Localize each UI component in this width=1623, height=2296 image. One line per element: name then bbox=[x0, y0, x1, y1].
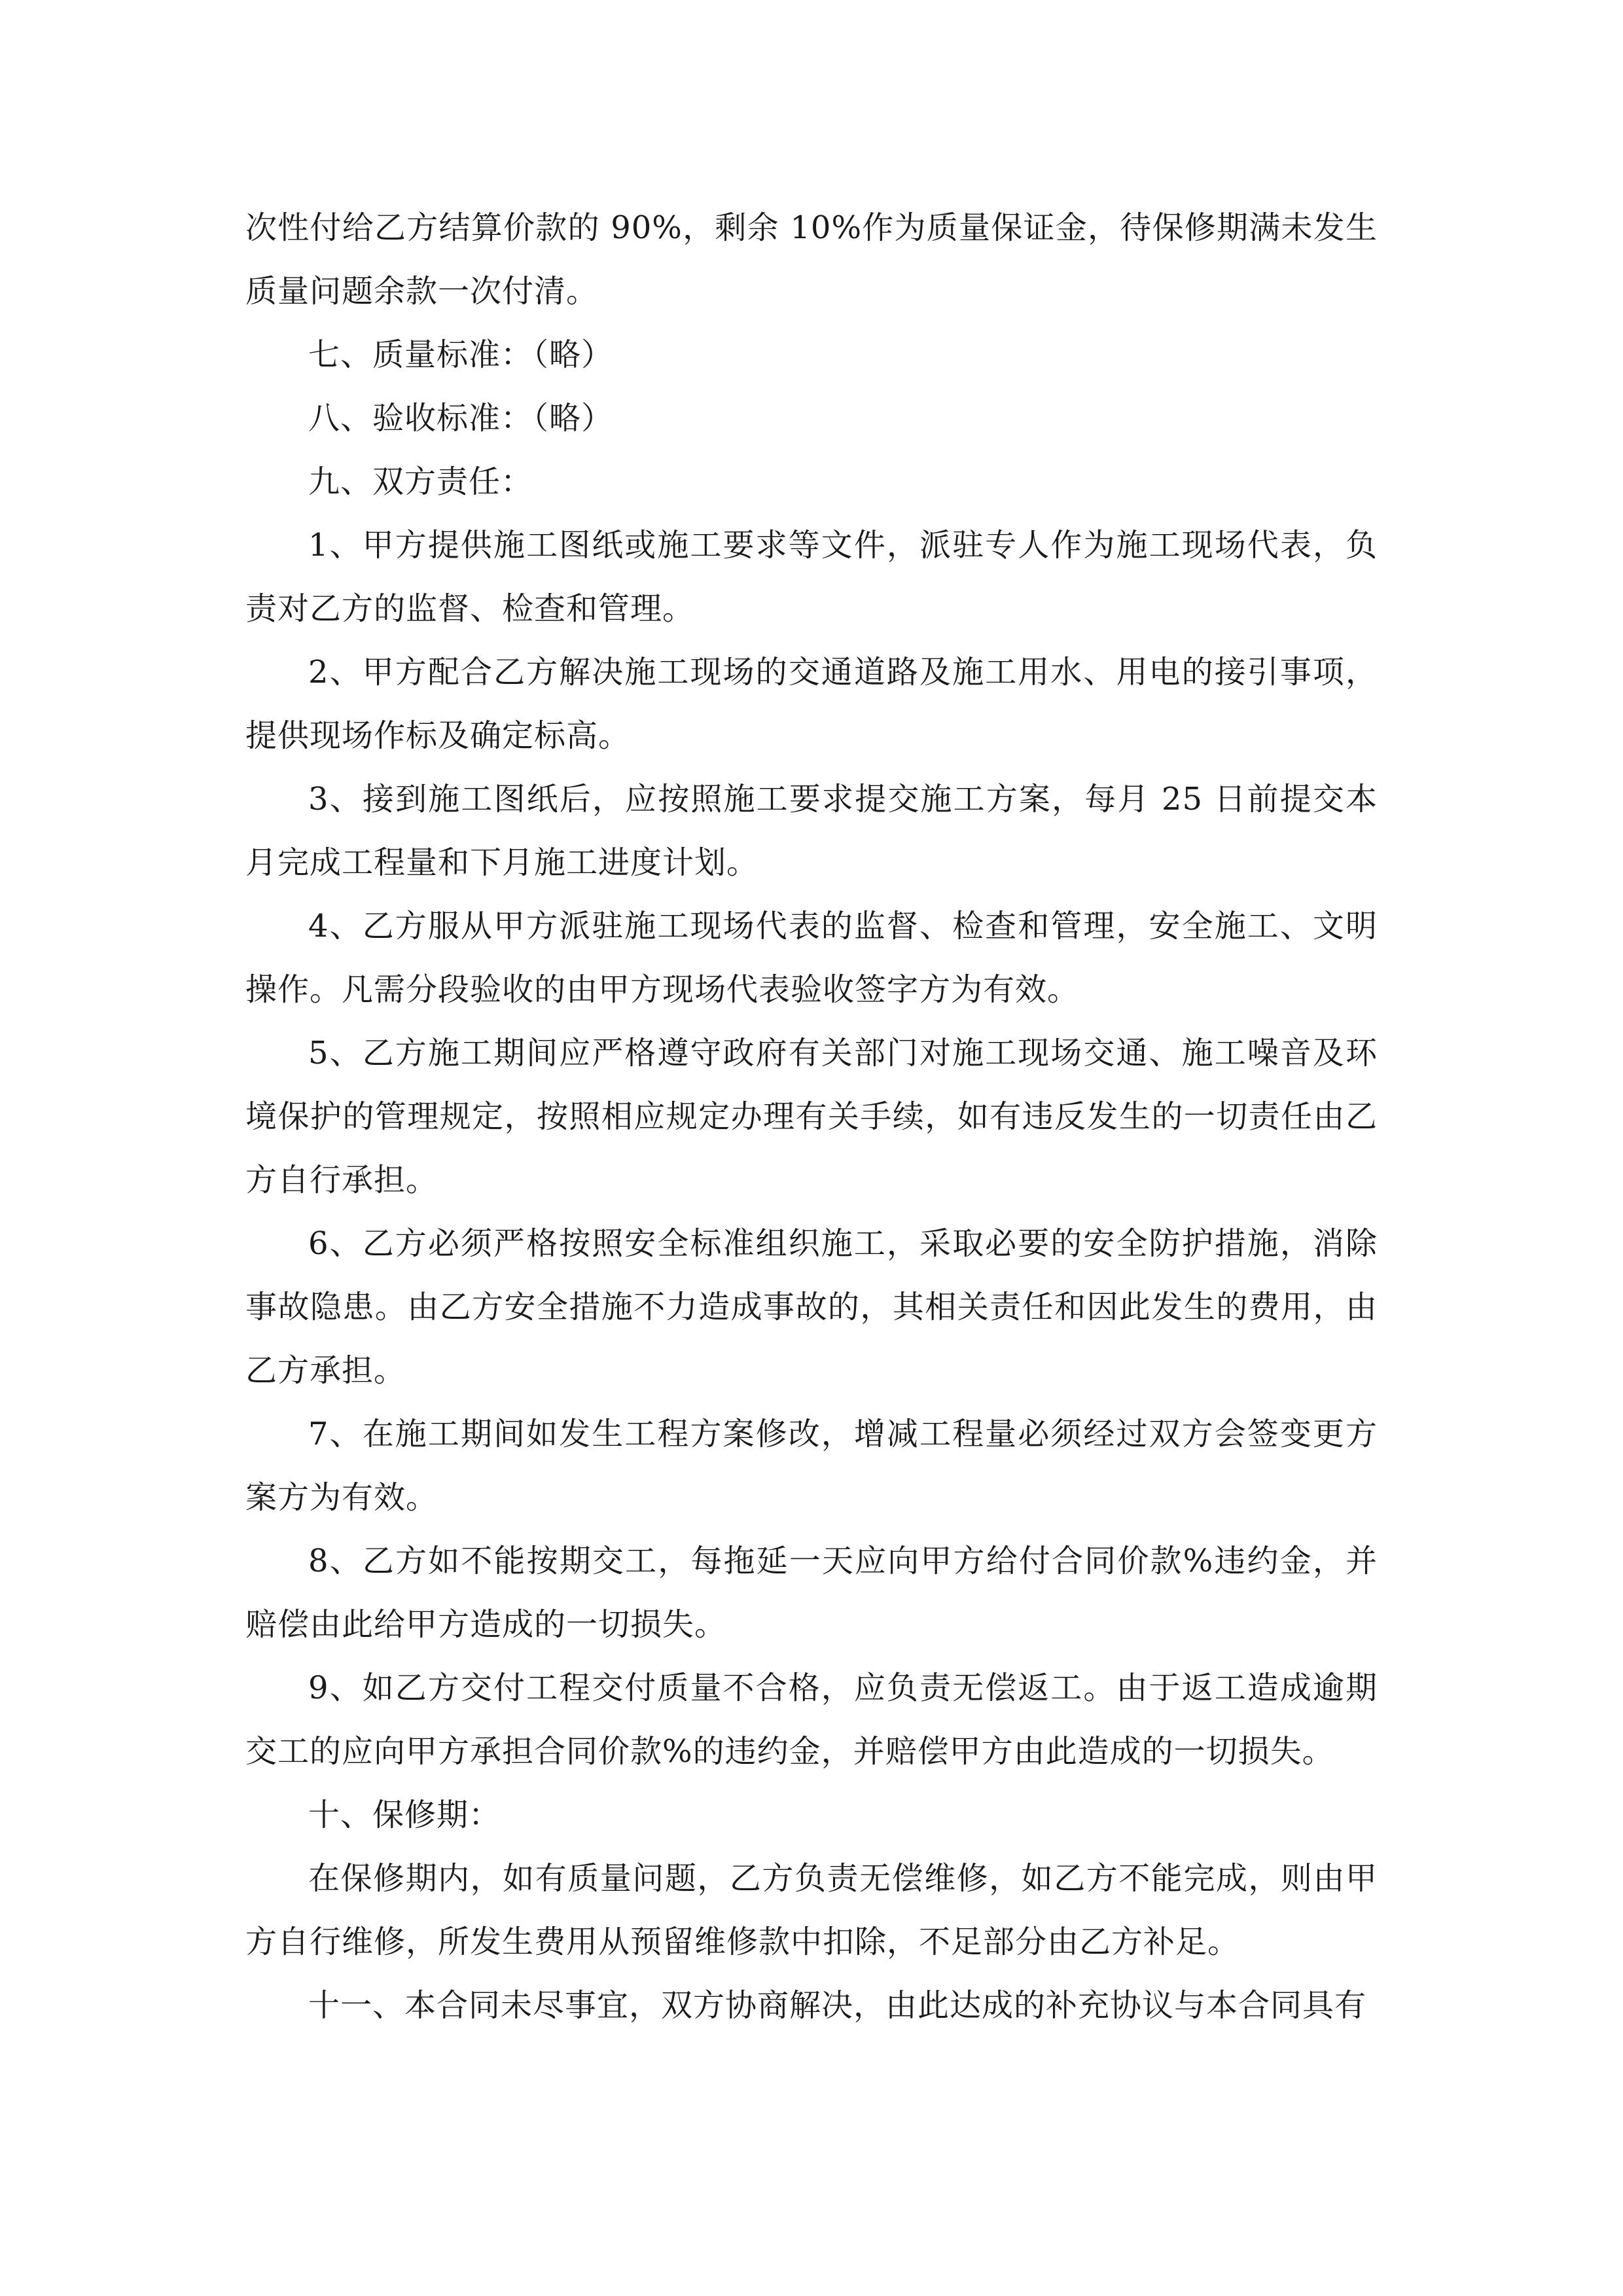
clause-9-9: 9、如乙方交付工程交付质量不合格，应负责无偿返工。由于返工造成逾期交工的应向甲方承担合同价款%的违约金，并赔偿甲方由此造成的一切损失。 bbox=[245, 1670, 1378, 1770]
section-10-warranty-heading: 十、保修期： bbox=[308, 1797, 501, 1833]
section-7-quality-standard: 七、质量标准：（略） bbox=[308, 336, 614, 373]
clause-9-3: 3、接到施工图纸后，应按照施工要求提交施工方案，每月 25 日前提交本月完成工程量和下月施工进度计划。 bbox=[245, 781, 1378, 881]
clause-9-4: 4、乙方服从甲方派驻施工现场代表的监督、检查和管理，安全施工、文明操作。凡需分段验收的由甲方现场代表验收签字方为有效。 bbox=[245, 908, 1378, 1008]
clause-9-2: 2、甲方配合乙方解决施工现场的交通道路及施工用水、用电的接引事项，提供现场作标及确定标高。 bbox=[245, 654, 1378, 754]
clause-10-1: 在保修期内，如有质量问题，乙方负责无偿维修，如乙方不能完成，则由甲方自行维修，所发生费用从预留维修款中扣除，不足部分由乙方补足。 bbox=[245, 1860, 1378, 1960]
section-8-acceptance-standard: 八、验收标准：（略） bbox=[308, 400, 614, 437]
clause-9-1: 1、甲方提供施工图纸或施工要求等文件，派驻专人作为施工现场代表，负责对乙方的监督、检查和管理。 bbox=[245, 527, 1378, 627]
paragraph-payment-continuation: 次性付给乙方结算价款的 90%，剩余 10%作为质量保证金，待保修期满未发生质量问题余款一次付清。 bbox=[245, 209, 1378, 310]
clause-9-5: 5、乙方施工期间应严格遵守政府有关部门对施工现场交通、施工噪音及环境保护的管理规定，按照相应规定办理有关手续，如有违反发生的一切责任由乙方自行承担。 bbox=[245, 1035, 1378, 1198]
clause-9-8: 8、乙方如不能按期交工，每拖延一天应向甲方给付合同价款%违约金，并赔偿由此给甲方造成的一切损失。 bbox=[245, 1543, 1378, 1643]
section-11-other-matters: 十一、本合同未尽事宜，双方协商解决，由此达成的补充协议与本合同具有 bbox=[308, 1987, 1367, 2024]
section-9-responsibilities-heading: 九、双方责任： bbox=[308, 463, 533, 500]
document-body bbox=[245, 196, 1378, 2037]
clause-9-7: 7、在施工期间如发生工程方案修改，增减工程量必须经过双方会签变更方案方为有效。 bbox=[245, 1416, 1378, 1516]
clause-9-6: 6、乙方必须严格按照安全标准组织施工，采取必要的安全防护措施，消除事故隐患。由乙方安全措施不力造成事故的，其相关责任和因此发生的费用，由乙方承担。 bbox=[245, 1225, 1378, 1389]
